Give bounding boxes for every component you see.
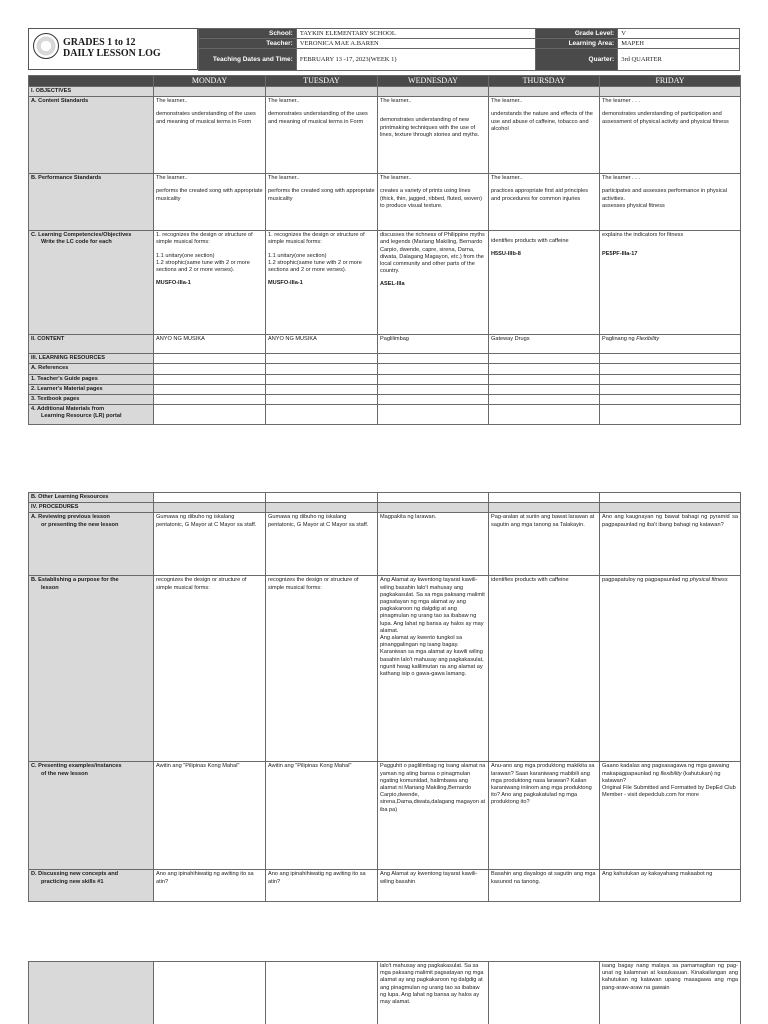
performance-standards-label: B. Performance Standards	[29, 174, 154, 231]
school-label: School:	[199, 29, 297, 39]
teacher-label: Teacher:	[199, 39, 297, 49]
textbook-label: 3. Textbook pages	[29, 395, 154, 405]
teachers-guide-label: 1. Teacher's Guide pages	[29, 374, 154, 384]
continuation-label-cell	[29, 962, 154, 1024]
competency-thursday: identifies products with caffeine H5SU-IIIb-8	[489, 231, 600, 335]
day-header-wednesday: WEDNESDAY	[378, 76, 489, 87]
competency-friday: explains the indicators for fitness PE5PF-IIIa-17	[600, 231, 741, 335]
review-friday: Ano ang kaugnayan ng bawat bahagi ng pyramid sa pagpapaunlad ng iba't ibang bahagi ng katawan?	[600, 513, 741, 576]
continuation-friday: isang bagay nang malaya sa pamamagitan ng pag-unat ng kalamnan at kasukasuan. Kinakailangan ang kahutukan ng katawan upang masagawa ang mga pang-araw-araw na gawain	[600, 962, 741, 1024]
day-header-monday: MONDAY	[154, 76, 266, 87]
continuation-thursday	[489, 962, 600, 1024]
discussing-thursday: Basahin ang dayalogo at sagutin ang mga kasunod na tanong.	[489, 870, 600, 902]
grade-label: Grade Level:	[536, 29, 618, 39]
additional-materials-label: 4. Additional Materials from Learning Resource (LR) portal	[29, 405, 154, 425]
content-standard-tuesday: The learner.. demonstrates understanding of the uses and meaning of musical terms in Form	[266, 97, 378, 174]
content-standard-wednesday: The learner.. demonstrates understanding of new printmaking techniques with the use of lines, texture through stories and myths.	[378, 97, 489, 174]
continuation-tuesday	[266, 962, 378, 1024]
deped-seal-icon	[33, 33, 59, 59]
procedures-section-label: IV. PROCEDURES	[29, 503, 154, 513]
discussing-friday: Ang kahutukan ay kakayahang makaabot ng	[600, 870, 741, 902]
examples-friday: Gaano kadalas ang pagsasagawa ng mga gawaing makapagpapaunlad ng flexibility (kahutukan) ng katawan? Original File Submitted and Formatted by DepEd Club Member - visit depedclub.com for more	[600, 762, 741, 870]
examples-thursday: Anu-ano ang mga produktong makikita sa larawan? Saan karaniwang mabibili ang mga produktong nasa larawan? Kailan karaniwang iniinom ang mga produktong ito? Ano ang pagkakatulad ng mga produktong ito?	[489, 762, 600, 870]
content-thursday: Gateway Drugs	[489, 335, 600, 354]
content-label: II. CONTENT	[29, 335, 154, 354]
competency-monday: 1. recognizes the design or structure of simple musical forms: 1.1 unitary(one section) 1.2 strophic(same tune with 2 or more sections and 2 or more verses). MUSFO-IIIa-1	[154, 231, 266, 335]
quarter-label: Quarter:	[536, 49, 618, 71]
purpose-label: B. Establishing a purpose for the lesson	[29, 576, 154, 762]
purpose-monday: recognizes the design or structure of simple musical forms:	[154, 576, 266, 762]
content-standard-monday: The learner.. demonstrates understanding of the uses and meaning of musical terms in Form	[154, 97, 266, 174]
discussing-label: D. Discussing new concepts and practicing new skills #1	[29, 870, 154, 902]
content-standards-label: A. Content Standards	[29, 97, 154, 174]
objectives-table-block	[28, 75, 740, 425]
procedures-table-block	[28, 492, 740, 902]
area-value: MAPEH	[618, 39, 740, 49]
header-title-box	[28, 28, 198, 70]
competency-tuesday: 1. recognizes the design or structure of simple musical forms: 1.1 unitary(one section) 1.2 strophic(same tune with 2 or more sections and 2 or more verses). MUSFO-IIIa-1	[266, 231, 378, 335]
content-friday: Paglinang ng Flexibility	[600, 335, 741, 354]
objectives-section-label: I. OBJECTIVES	[29, 87, 154, 97]
log-header	[28, 28, 740, 70]
purpose-wednesday: Ang Alamat ay kwentong tayarat kawili- wiling basahin lalo't mahusay ang pagkakasulat. Sa sa mga paksang malimit pagsatayan ng mga alamat ay ang pagkakaroon ng dalgdig at ang pinagmulan ng urang tao sa ibabaw ng lupa. Ang lahat ng bansa ay halos ay may alamat. Ang alamat ay kwento tungkol sa pinanggalingan ng isang bagay. Karaniwan sa mga alamat ay kawili wiling basahin lalo't mahusay ang pagkakasulat, ngunit hwag kalilimutan na ang alamat ay kathang isip o gawa-gawa lamang.	[378, 576, 489, 762]
continuation-table-block	[28, 961, 740, 1024]
continuation-table	[28, 961, 741, 1024]
quarter-value: 3rd QUARTER	[618, 49, 740, 71]
examples-wednesday: Pagguhit o paglilimbag ng isang alamat na yaman ng ating bansa o pinagmulan ngating komunidad, halimbawa ang alamat ni Mariang Makiling,Bernardo Carpio,dwende, sirena,Darna,diwata,dalagang magayon at iba pa)	[378, 762, 489, 870]
review-lesson-label: A. Reviewing previous lesson or presenting the new lesson	[29, 513, 154, 576]
content-standard-friday: The learner . . . demonstrates understanding of participation and assessment of physical activity and physical fitness	[600, 97, 741, 174]
resources-section-label: III. LEARNING RESOURCES	[29, 354, 154, 364]
continuation-wednesday: lalo't mahusay ang pagkakasulat. Sa sa mga paksang malimit pagsatayan ng mga alamat ay ang pagkakaroon ng dalgdig at ang pinagmulan ng urang tao sa ibabaw ng lupa. Ang lahat ng bansa ay halos ay may alamat.	[378, 962, 489, 1024]
review-monday: Gumawa ng dibuho ng iskalang pentatonic, G Mayor at C Mayor sa staff.	[154, 513, 266, 576]
examples-label: C. Presenting examples/instances of the new lesson	[29, 762, 154, 870]
header-info-grid	[198, 28, 740, 70]
header-title: GRADES 1 to 12 DAILY LESSON LOG	[63, 37, 161, 59]
grade-value: V	[618, 29, 740, 39]
purpose-tuesday: recognizes the design or structure of simple musical forms:	[266, 576, 378, 762]
examples-tuesday: Awitin ang "Pilipinas Kong Mahal"	[266, 762, 378, 870]
discussing-tuesday: Ano ang ipinahihiwatig ng awiting ito sa atin?	[266, 870, 378, 902]
performance-standard-friday: The learner . . . participates and assesses performance in physical activities. assesses physical fitness	[600, 174, 741, 231]
competencies-label: C. Learning Competencies/Objectives Write the LC code for each	[29, 231, 154, 335]
performance-standard-tuesday: The learner.. performs the created song with appropriate musicality	[266, 174, 378, 231]
day-header-tuesday: TUESDAY	[266, 76, 378, 87]
content-wednesday: Paglilimbag	[378, 335, 489, 354]
content-monday: ANYO NG MUSIKA	[154, 335, 266, 354]
purpose-friday: pagpapatuloy ng pagpapaunlad ng physical fitness	[600, 576, 741, 762]
procedures-table	[28, 492, 741, 902]
area-label: Learning Area:	[536, 39, 618, 49]
review-thursday: Pag-aralan at suriin ang bawat larawan at sagutin ang mga tanong sa Talakayin.	[489, 513, 600, 576]
review-wednesday: Magpakita ng larawan.	[378, 513, 489, 576]
other-resources-label: B. Other Learning Resources	[29, 493, 154, 503]
performance-standard-thursday: The learner.. practices appropriate first aid principles and procedures for common injuries	[489, 174, 600, 231]
discussing-wednesday: Ang Alamat ay kwentong tayarat kawili- wiling basahin	[378, 870, 489, 902]
continuation-monday	[154, 962, 266, 1024]
dates-label: Teaching Dates and Time:	[199, 49, 297, 71]
content-tuesday: ANYO NG MUSIKA	[266, 335, 378, 354]
objectives-table	[28, 75, 741, 425]
school-value: TAYKIN ELEMENTARY SCHOOL	[296, 29, 536, 39]
references-label: A. References	[29, 364, 154, 374]
performance-standard-monday: The learner.. performs the created song with appropriate musicality	[154, 174, 266, 231]
day-header-friday: FRIDAY	[600, 76, 741, 87]
header-blank-cell	[29, 76, 154, 87]
dates-value: FEBRUARY 13 -17, 2023(WEEK 1)	[296, 49, 536, 71]
performance-standard-wednesday: The learner.. creates a variety of prints using lines (thick, thin, jagged, ribbed, fluted, woven) to produce visual texture.	[378, 174, 489, 231]
discussing-monday: Ano ang ipinahihiwatig ng awiting ito sa atin?	[154, 870, 266, 902]
purpose-thursday: identifies products with caffeine	[489, 576, 600, 762]
learners-material-label: 2. Learner's Material pages	[29, 384, 154, 394]
review-tuesday: Gumawa ng dibuho ng iskalang pentatonic, G Mayor at C Mayor sa staff.	[266, 513, 378, 576]
competency-wednesday: discusses the richness of Philippine myths and legends (Mariang Makiling, Bernardo Carpio, dwende, capre, sirena, Darna, diwata, Dalagang Magayon, etc.) from the local community and other parts of the country. ASEL-IIIa	[378, 231, 489, 335]
examples-monday: Awitin ang "Pilipinas Kong Mahal"	[154, 762, 266, 870]
content-standard-thursday: The learner.. understands the nature and effects of the use and abuse of caffeine, tobacco and alcohol	[489, 97, 600, 174]
day-header-thursday: THURSDAY	[489, 76, 600, 87]
teacher-value: VERONICA MAE A.BAREN	[296, 39, 536, 49]
